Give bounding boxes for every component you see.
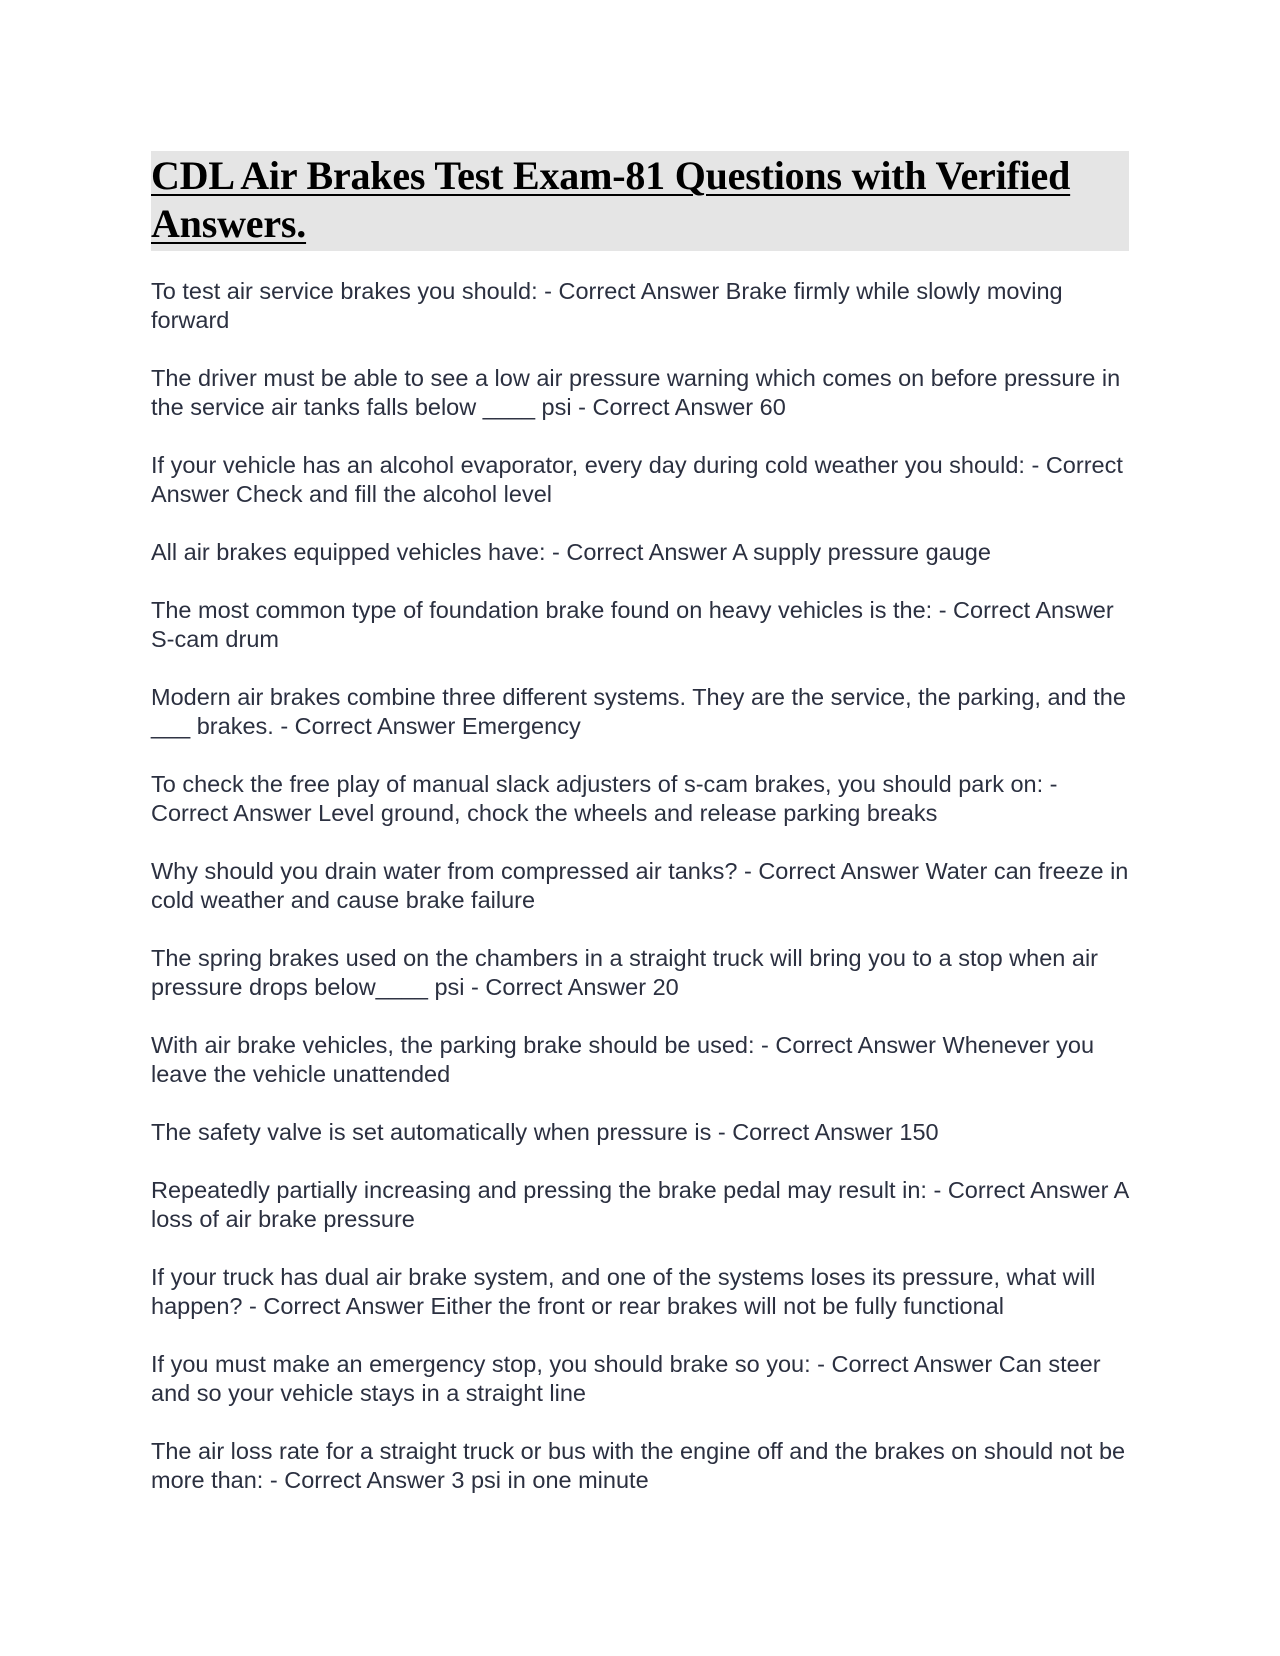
document-page <box>151 151 1129 1524</box>
question-answer-item: All air brakes equipped vehicles have: - Correct Answer A supply pressure gauge <box>151 539 991 565</box>
question-answer-item: If your vehicle has an alcohol evaporator, every day during cold weather you should: - Correct Answer Check and fill the alcohol level <box>151 452 1123 507</box>
question-answer-item: To test air service brakes you should: - Correct Answer Brake firmly while slowly moving forward <box>151 278 1063 333</box>
question-answer-item: Modern air brakes combine three different systems. They are the service, the parking, and the ___ brakes. - Correct Answer Emergency <box>151 684 1126 739</box>
question-answer-item: The most common type of foundation brake found on heavy vehicles is the: - Correct Answer S-cam drum <box>151 597 1114 652</box>
question-answer-item: Why should you drain water from compressed air tanks? - Correct Answer Water can freeze in cold weather and cause brake failure <box>151 858 1129 913</box>
question-answer-item: The spring brakes used on the chambers in a straight truck will bring you to a stop when air pressure drops below____ psi - Correct Answer 20 <box>151 945 1099 1000</box>
question-list <box>151 277 1129 1495</box>
question-answer-item: To check the free play of manual slack adjusters of s-cam brakes, you should park on: - Correct Answer Level ground, chock the wheels and release parking breaks <box>151 771 1058 826</box>
question-answer-item: The safety valve is set automatically when pressure is - Correct Answer 150 <box>151 1119 939 1145</box>
question-answer-item: With air brake vehicles, the parking brake should be used: - Correct Answer Whenever you leave the vehicle unattended <box>151 1032 1095 1087</box>
question-answer-item: If your truck has dual air brake system, and one of the systems loses its pressure, what will happen? - Correct Answer Either the front or rear brakes will not be fully functional <box>151 1264 1096 1319</box>
document-title: CDL Air Brakes Test Exam-81 Questions with Verified Answers. <box>151 151 1129 251</box>
question-answer-item: Repeatedly partially increasing and pressing the brake pedal may result in: - Correct Answer A loss of air brake pressure <box>151 1177 1129 1232</box>
question-answer-item: If you must make an emergency stop, you should brake so you: - Correct Answer Can steer and so your vehicle stays in a straight line <box>151 1351 1101 1406</box>
question-answer-item: The driver must be able to see a low air pressure warning which comes on before pressure in the service air tanks falls below ____ psi - Correct Answer 60 <box>151 365 1121 420</box>
question-answer-item: The air loss rate for a straight truck or bus with the engine off and the brakes on should not be more than: - Correct Answer 3 psi in one minute <box>151 1438 1126 1493</box>
